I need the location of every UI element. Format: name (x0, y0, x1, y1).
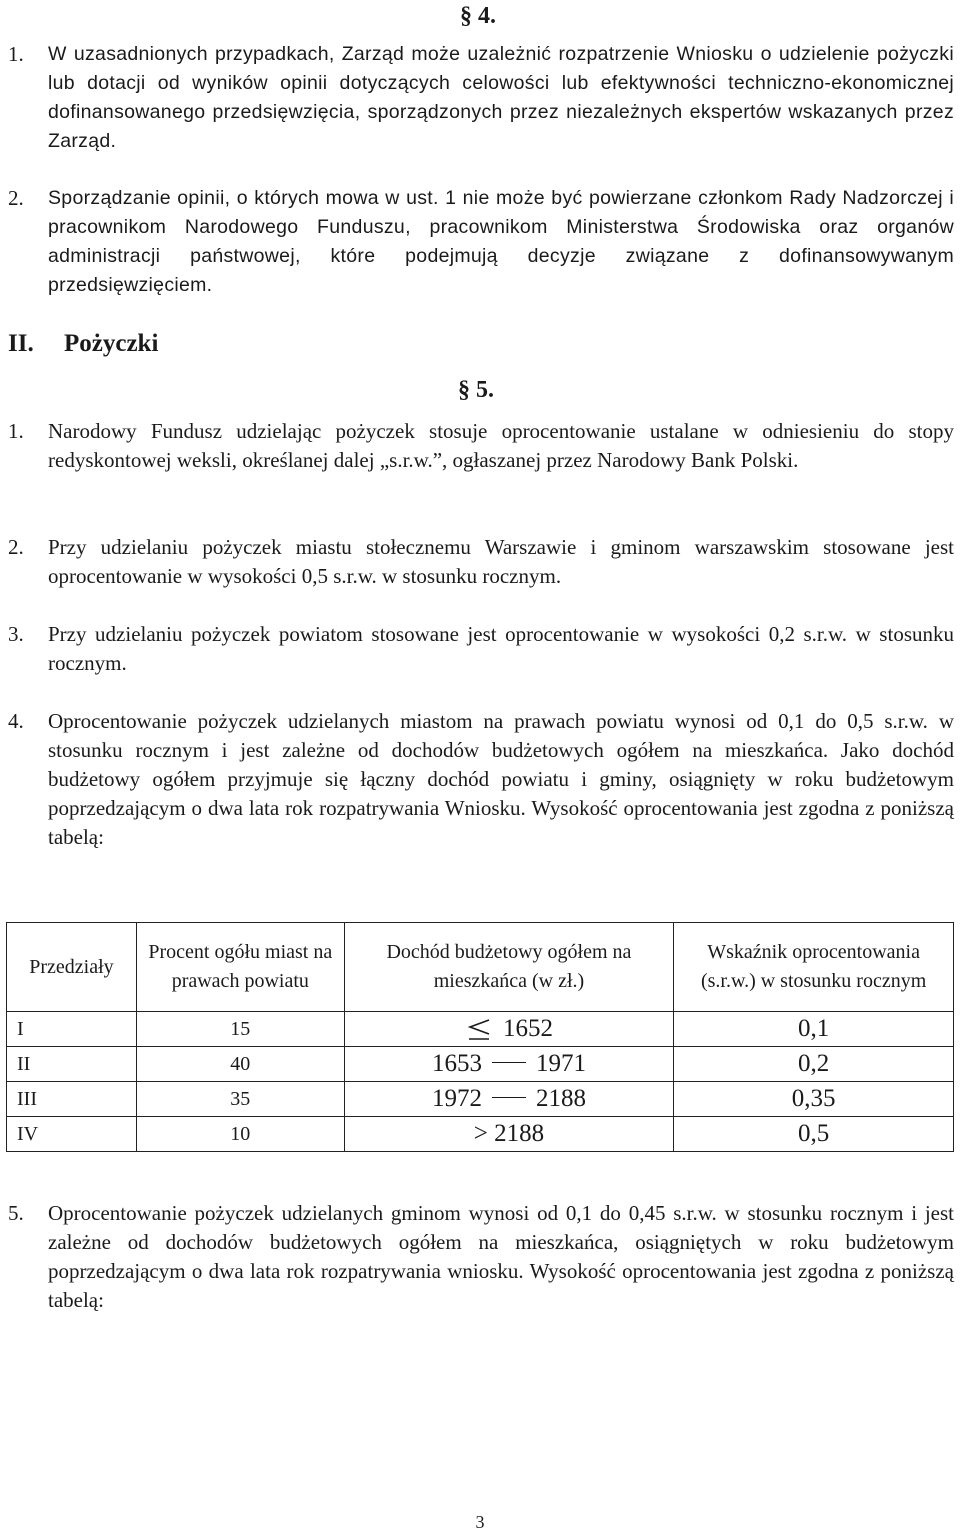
paragraph-text: W uzasadnionych przypadkach, Zarząd może uzależnić rozpatrzenie Wniosku o udzielenie pożyczki lub dotacji od wyników opinii dotyczących celowości lub efektywności techniczno-ekonomicznej dofinansowanego przedsięwzięcia, sporządzonych przez niezależnych ekspertów wskazanych przez Zarząd. (48, 43, 954, 152)
cell-range: IV (7, 1117, 137, 1152)
cell-percent: 10 (136, 1117, 344, 1152)
section-5-item-3 (8, 620, 954, 678)
paragraph-number: 1. (8, 42, 24, 66)
header-ranges: Przedziały (7, 923, 137, 1012)
cell-percent: 40 (136, 1047, 344, 1082)
cell-range: II (7, 1047, 137, 1082)
paragraph-number: 4. (8, 709, 24, 733)
page-number: 3 (475, 1512, 485, 1532)
paragraph-text: Przy udzielaniu pożyczek miastu stołecznemu Warszawie i gminom warszawskim stosowane jest oprocentowanie w wysokości 0,5 s.r.w. w stosunku rocznym. (48, 535, 954, 588)
interest-rate-table (6, 922, 954, 1152)
paragraph-text: Oprocentowanie pożyczek udzielanych miastom na prawach powiatu wynosi od 0,1 do 0,5 s.r.w. w stosunku rocznym i jest zależne od dochodów budżetowych ogółem na mieszkańca. Jako dochód budżetowy ogółem przyjmuje się łączny dochód powiatu i gminy, osiągnięty w roku budżetowym poprzedzającym o dwa lata rok rozpatrywania Wniosku. Wysokość oprocentowania jest zgodna z poniższą tabelą: (48, 709, 954, 849)
section-5-item-4 (8, 707, 954, 852)
table-row (7, 1082, 954, 1117)
table-row (7, 1012, 954, 1047)
section-5-heading: § 5. (458, 377, 494, 403)
paragraph-number: 5. (8, 1201, 24, 1225)
range-dash (492, 1062, 526, 1064)
paragraph-number: 3. (8, 622, 24, 646)
cell-income (344, 1082, 674, 1117)
income-upper-bound: 1971 (535, 1050, 586, 1077)
paragraph-text: Oprocentowanie pożyczek udzielanych gminom wynosi od 0,1 do 0,45 s.r.w. w stosunku rocznym i jest zależne od dochodów budżetowych ogółem na mieszkańca, osiągniętych w roku budżetowym poprzedzającym o dwa lata rok rozpatrywania wniosku. Wysokość oprocentowania jest zgodna z poniższą tabelą: (48, 1201, 954, 1312)
income-upper-bound: 1652 (502, 1015, 553, 1042)
paragraph-text: Narodowy Fundusz udzielając pożyczek stosuje oprocentowanie ustalane w odniesieniu do stopy redyskontowej weksli, określanej dalej „s.r.w.”, ogłaszanej przez Narodowy Bank Polski. (48, 419, 954, 472)
paragraph-number: 2. (8, 535, 24, 559)
paragraph-text: Sporządzanie opinii, o których mowa w ust. 1 nie może być powierzane członkom Rady Nadzorczej i pracownikom Narodowego Funduszu, pracownikom Ministerstwa Środowiska oraz organów administracji państwowej, które podejmują decyzje związane z dofinansowywanym przedsięwzięciem. (48, 187, 954, 296)
income-lower-bound: 1653 (431, 1050, 482, 1077)
cell-percent: 35 (136, 1082, 344, 1117)
header-interest-rate: Wskaźnik oprocentowania (s.r.w.) w stosunku rocznym (674, 923, 954, 1012)
chapter-title (8, 328, 158, 360)
table-header-row (7, 923, 954, 1012)
table-row (7, 1047, 954, 1082)
section-4-heading: § 4. (460, 3, 496, 29)
cell-percent: 15 (136, 1012, 344, 1047)
paragraph-number: 2. (8, 186, 24, 210)
income-lower-bound: 1972 (431, 1085, 482, 1112)
chapter-name: Pożyczki (64, 330, 159, 357)
section-5-item-1 (8, 417, 954, 475)
table-row (7, 1117, 954, 1152)
less-or-equal-icon (465, 1017, 493, 1039)
cell-rate: 0,2 (674, 1047, 954, 1082)
income-lower-bound: 2188 (494, 1120, 545, 1147)
section-4-paragraph-1 (8, 40, 954, 156)
chapter-roman-numeral: II. (8, 330, 34, 357)
paragraph-number: 1. (8, 419, 24, 443)
section-4-paragraph-2 (8, 184, 954, 300)
cell-income (344, 1117, 674, 1152)
header-income-per-capita: Dochód budżetowy ogółem na mieszkańca (w zł.) (344, 923, 674, 1012)
cell-rate: 0,1 (674, 1012, 954, 1047)
cell-range: I (7, 1012, 137, 1047)
cell-range: III (7, 1082, 137, 1117)
cell-rate: 0,35 (674, 1082, 954, 1117)
cell-income (344, 1012, 674, 1047)
cell-income (344, 1047, 674, 1082)
income-upper-bound: 2188 (535, 1085, 586, 1112)
section-5-item-2 (8, 533, 954, 591)
section-5-item-5 (8, 1199, 954, 1315)
range-dash (492, 1097, 526, 1099)
cell-rate: 0,5 (674, 1117, 954, 1152)
header-percent-of-cities: Procent ogółu miast na prawach powiatu (136, 923, 344, 1012)
greater-than-sign: > (473, 1120, 488, 1147)
paragraph-text: Przy udzielaniu pożyczek powiatom stosowane jest oprocentowanie w wysokości 0,2 s.r.w. w stosunku rocznym. (48, 622, 954, 675)
